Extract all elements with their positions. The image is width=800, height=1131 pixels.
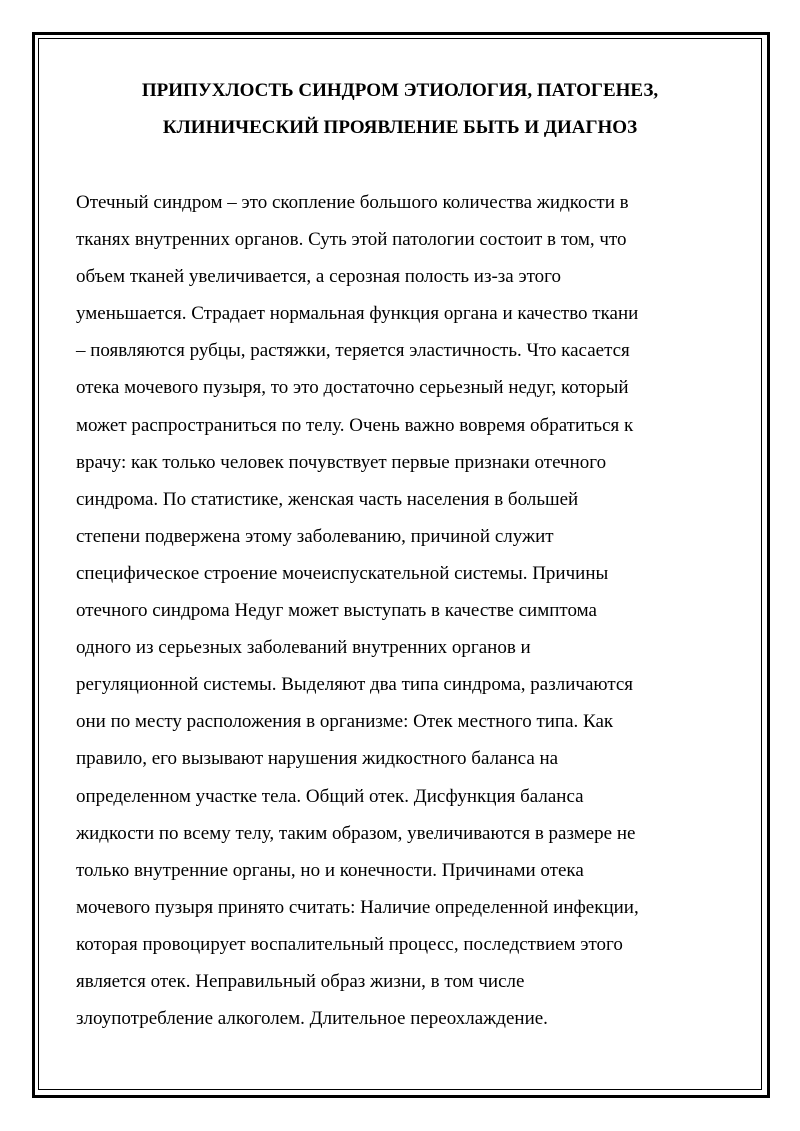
- body-line: отечного синдрома Недуг может выступать в качестве симптома: [76, 600, 597, 622]
- body-line: жидкости по всему телу, таким образом, увеличиваются в размере не: [76, 822, 636, 844]
- body-line: синдрома. По статистике, женская часть населения в большей: [76, 488, 579, 510]
- body-line: объем тканей увеличивается, а серозная полость из-за этого: [76, 266, 562, 288]
- title-line: КЛИНИЧЕСКИЙ ПРОЯВЛЕНИЕ БЫТЬ И ДИАГНОЗ: [162, 117, 638, 138]
- body-line: степени подвержена этому заболеванию, причиной служит: [76, 525, 554, 547]
- body-line: определенном участке тела. Общий отек. Дисфункция баланса: [76, 785, 584, 807]
- body-line: которая провоцирует воспалительный процесс, последствием этого: [76, 933, 623, 955]
- body-line: мочевого пузыря принято считать: Наличие определенной инфекции,: [76, 896, 639, 918]
- body-line: специфическое строение мочеиспускательной системы. Причины: [76, 562, 609, 584]
- body-line: уменьшается. Страдает нормальная функция органа и качество ткани: [76, 303, 639, 325]
- document-body: [76, 184, 726, 1037]
- body-line: может распространиться по телу. Очень важно вовремя обратиться к: [76, 414, 634, 436]
- body-line: – появляются рубцы, растяжки, теряется эластичность. Что касается: [76, 340, 630, 362]
- body-line: тканях внутренних органов. Суть этой патологии состоит в том, что: [76, 229, 627, 251]
- body-line: одного из серьезных заболеваний внутренних органов и: [76, 637, 531, 659]
- body-line: Отечный синдром – это скопление большого количества жидкости в: [76, 192, 629, 213]
- body-line: врачу: как только человек почувствует первые признаки отечного: [76, 451, 607, 473]
- body-line: регуляционной системы. Выделяют два типа синдрома, различаются: [76, 674, 634, 696]
- document-title: [60, 72, 740, 146]
- body-line: злоупотребление алкоголем. Длительное переохлаждение.: [76, 1008, 548, 1030]
- body-line: они по месту расположения в организме: Отек местного типа. Как: [76, 711, 614, 733]
- title-line: ПРИПУХЛОСТЬ СИНДРОМ ЭТИОЛОГИЯ, ПАТОГЕНЕЗ,: [141, 80, 659, 101]
- body-line: отека мочевого пузыря, то это достаточно серьезный недуг, который: [76, 377, 629, 399]
- body-line: является отек. Неправильный образ жизни, в том числе: [76, 970, 525, 992]
- body-line: правило, его вызывают нарушения жидкостного баланса на: [76, 748, 559, 770]
- body-line: только внутренние органы, но и конечности. Причинами отека: [76, 859, 584, 881]
